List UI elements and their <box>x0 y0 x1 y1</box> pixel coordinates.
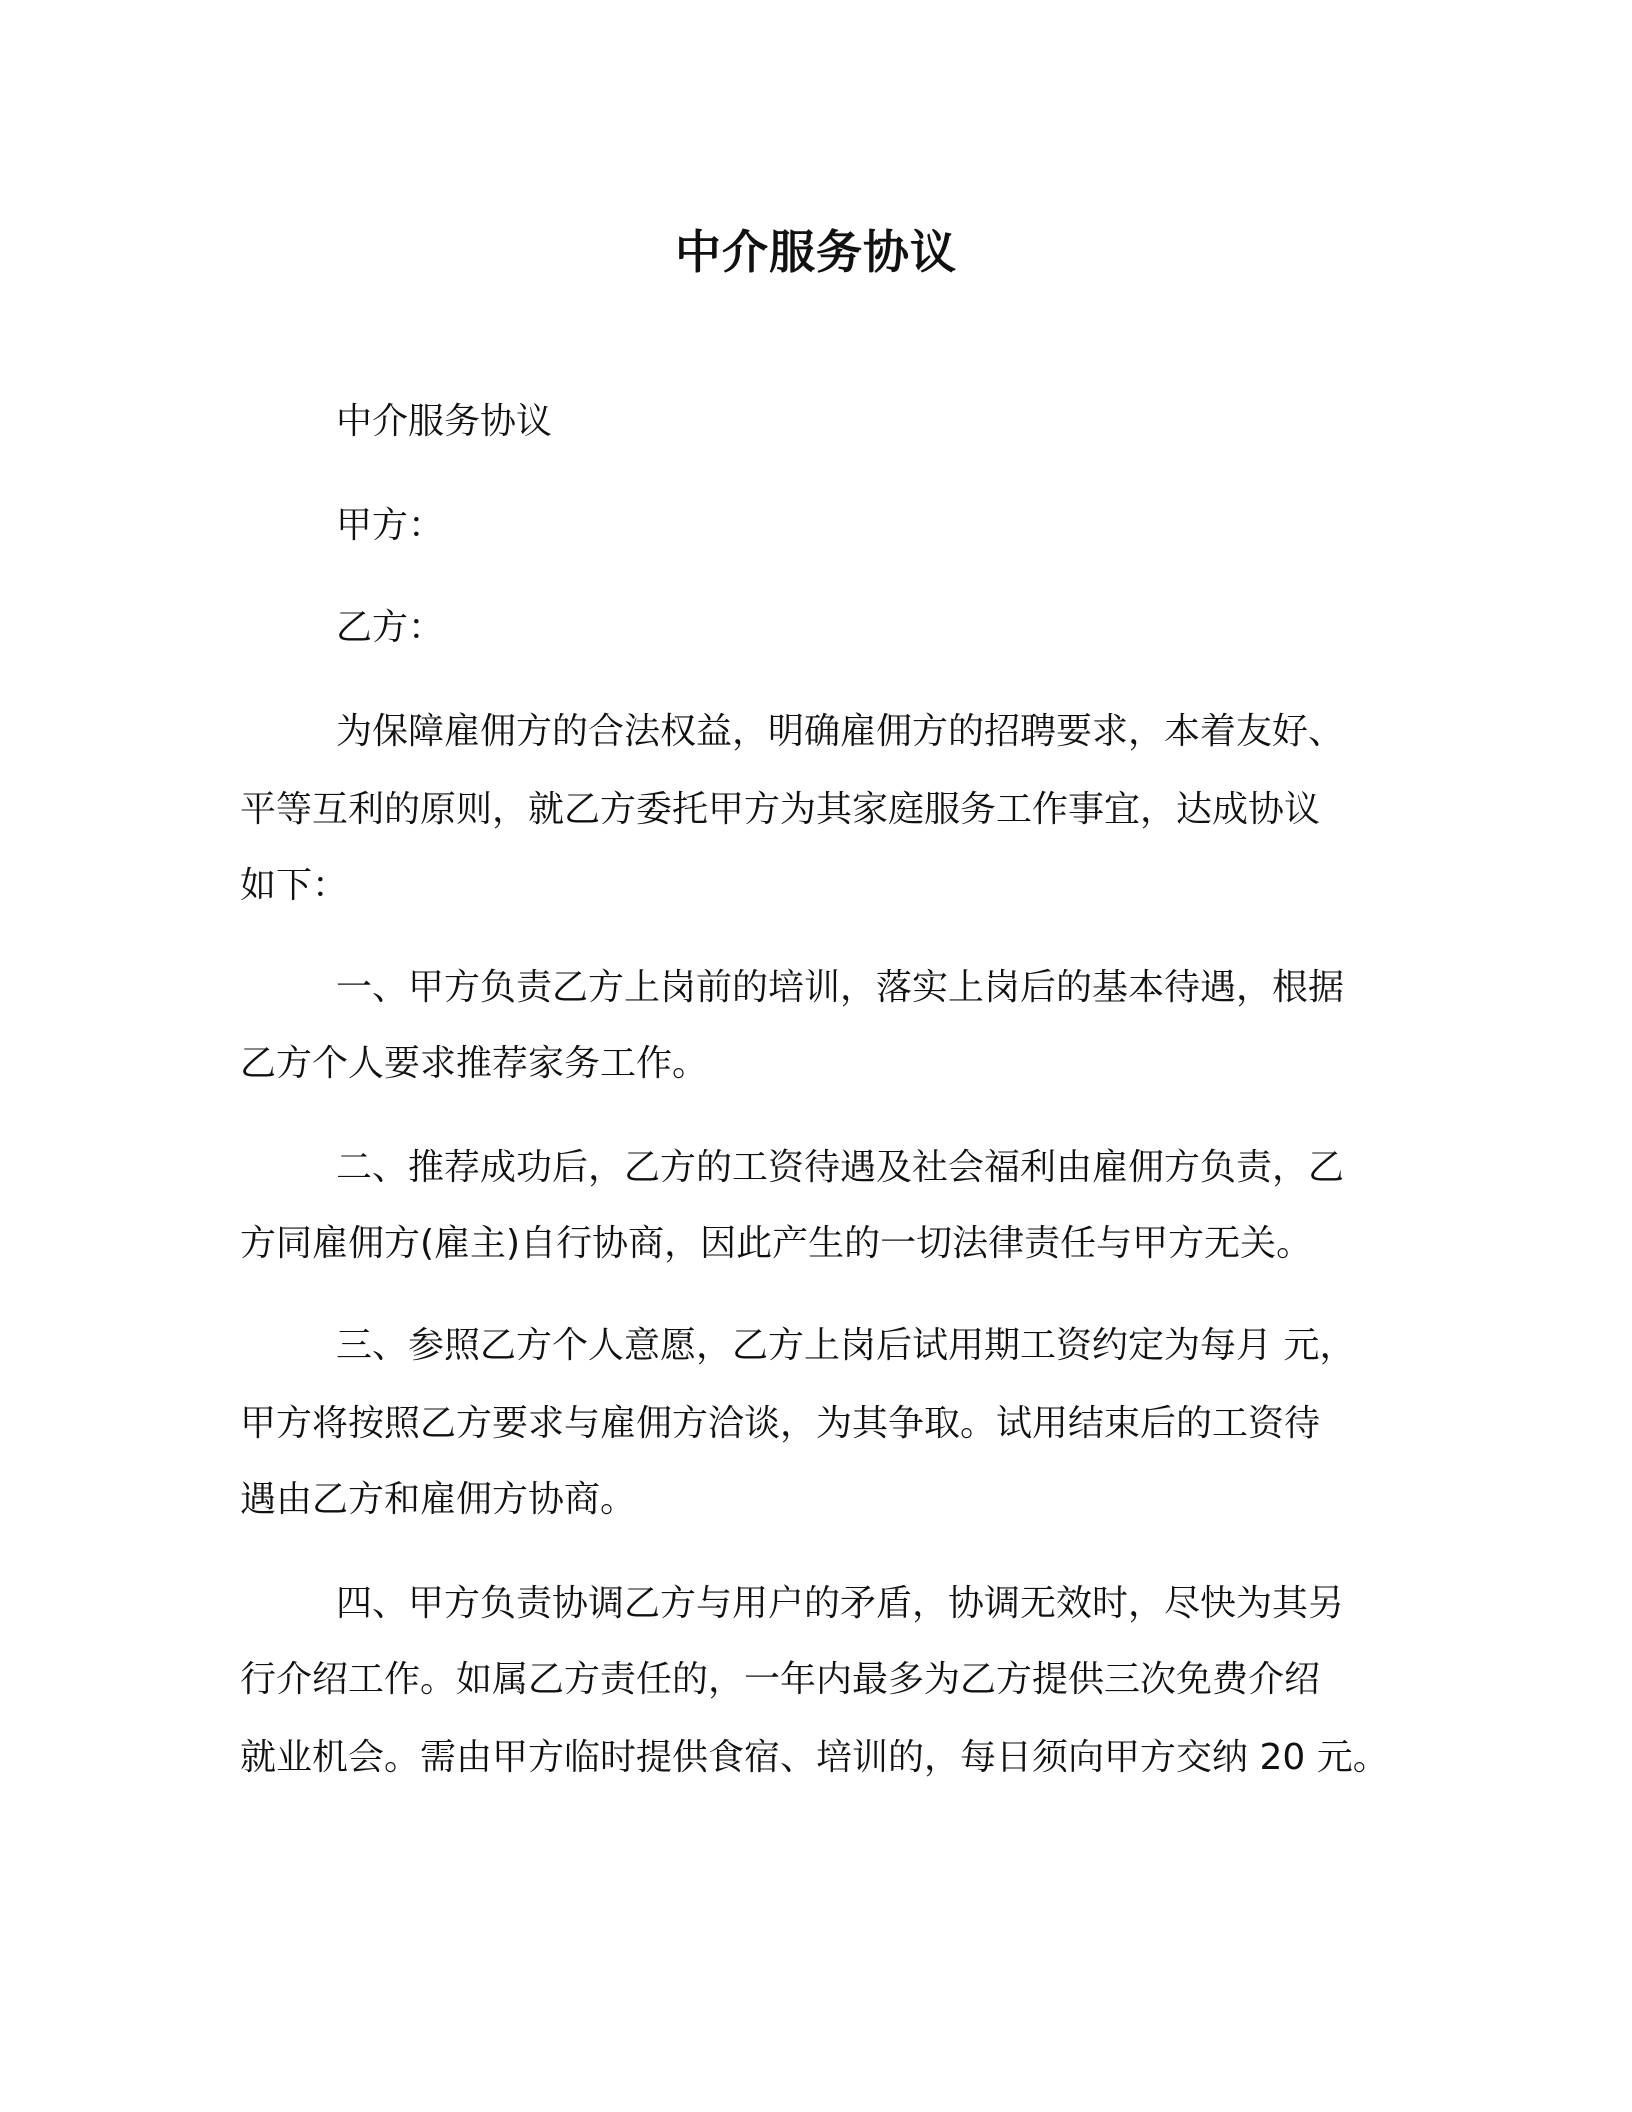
intro-line-3: 如下： <box>240 865 349 906</box>
party-b-label: 乙方： <box>336 607 445 648</box>
clause-1-line-1: 一、甲方负责乙方上岗前的培训，落实上岗后的基本待遇，根据 <box>336 967 1345 1008</box>
clause-4-line-3: 就业机会。需由甲方临时提供食宿、培训的，每日须向甲方交纳 20 元。 <box>240 1737 1389 1778</box>
clause-4-line-2: 行介绍工作。如属乙方责任的，一年内最多为乙方提供三次免费介绍 <box>240 1659 1321 1700</box>
party-a-label: 甲方： <box>336 505 445 546</box>
clause-3-line-1: 三、参照乙方个人意愿，乙方上岗后试用期工资约定为每月 元， <box>336 1325 1356 1366</box>
intro-line-2: 平等互利的原则，就乙方委托甲方为其家庭服务工作事宜，达成协议 <box>240 789 1321 830</box>
intro-line-1: 为保障雇佣方的合法权益，明确雇佣方的招聘要求，本着友好、 <box>336 711 1345 752</box>
clause-3-line-2: 甲方将按照乙方要求与雇佣方洽谈，为其争取。试用结束后的工资待 <box>240 1403 1321 1444</box>
clause-2-line-1: 二、推荐成功后，乙方的工资待遇及社会福利由雇佣方负责，乙 <box>336 1147 1345 1188</box>
clause-1-line-2: 乙方个人要求推荐家务工作。 <box>240 1043 709 1084</box>
clause-4-line-1: 四、甲方负责协调乙方与用户的矛盾，协调无效时，尽快为其另 <box>336 1583 1345 1624</box>
document-title: 中介服务协议 <box>675 225 957 279</box>
agreement-heading: 中介服务协议 <box>336 401 553 442</box>
clause-3-line-3: 遇由乙方和雇佣方协商。 <box>240 1479 637 1520</box>
clause-2-line-2: 方同雇佣方(雇主)自行协商，因此产生的一切法律责任与甲方无关。 <box>240 1223 1313 1264</box>
